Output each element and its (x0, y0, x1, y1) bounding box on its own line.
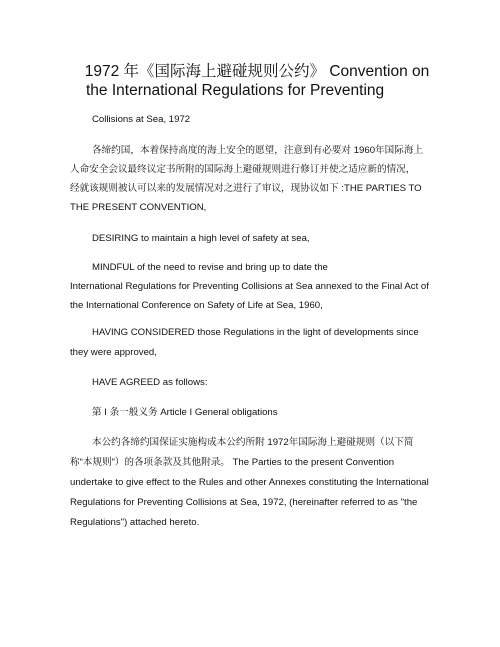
article-line: undertake to give effect to the Rules and other Annexes constituting the International (70, 477, 429, 488)
intro-line: THE PRESENT CONVENTION, (70, 202, 207, 213)
document-title-line-1: 1972 年《国际海上避碰规则公约》 Convention on (84, 63, 430, 80)
article-line: Regulations") attached hereto. (70, 517, 200, 528)
intro-line: 人命安全会议最终议定书所附的国际海上避碰规则进行修订并使之适应新的情况， (70, 164, 416, 175)
considered-line: they were approved, (70, 347, 157, 358)
intro-line: 经就该规则被认可以来的发展情况对之进行了审议，现协议如下 :THE PARTIES TO (70, 183, 422, 194)
subtitle: Collisions at Sea, 1972 (92, 114, 191, 125)
intro-line: 各缔约国，本着保持高度的海上安全的愿望，注意到有必要对 1960年国际海上 (92, 145, 424, 156)
considered-line: HAVING CONSIDERED those Regulations in the light of developments since (92, 327, 419, 338)
mindful-line: the International Conference on Safety of Life at Sea, 1960, (70, 300, 323, 311)
article-heading: 第 I 条一般义务 Article I General obligations (92, 407, 278, 418)
article-line: Regulations for Preventing Collisions at Sea, 1972, (hereinafter referred to as "the (70, 497, 418, 508)
mindful-line: International Regulations for Preventing Collisions at Sea annexed to the Final Act of (70, 281, 429, 292)
article-line: 本公约各缔约国保证实施构成本公约所附 1972年国际海上避碰规则（以下简 (92, 437, 414, 448)
desiring-paragraph: DESIRING to maintain a high level of safety at sea, (92, 233, 310, 244)
article-line: 称“本规则”）的各项条款及其他附录。 The Parties to the present Convention (70, 457, 395, 468)
document-title-line-2: the International Regulations for Preventing (86, 82, 385, 99)
mindful-line: MINDFUL of the need to revise and bring up to date the (92, 262, 328, 273)
agreed-paragraph: HAVE AGREED as follows: (92, 377, 208, 388)
